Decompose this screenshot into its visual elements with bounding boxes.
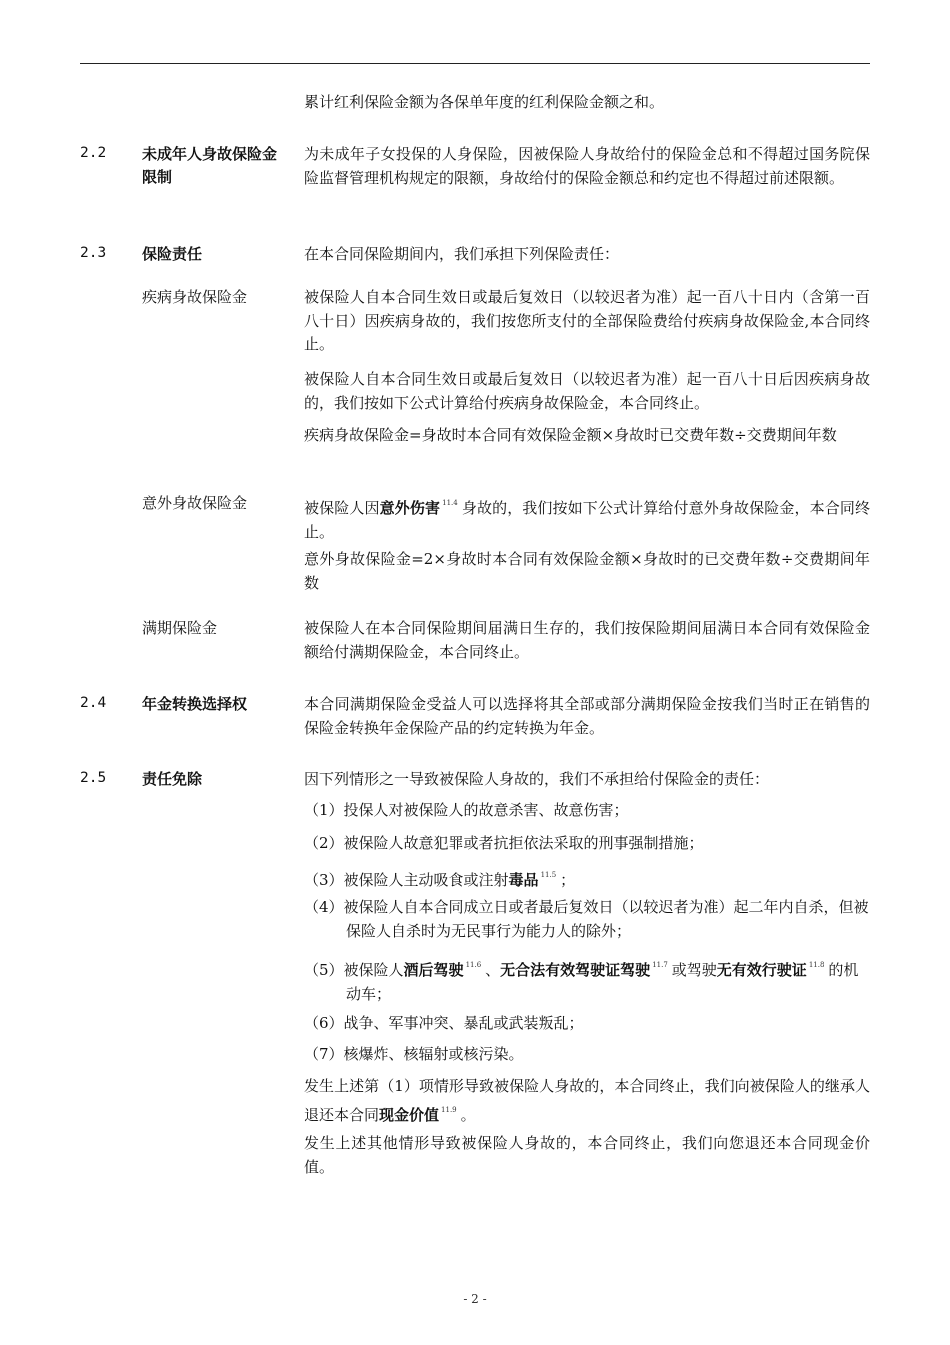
- intro-paragraph: 累计红利保险金额为各保单年度的红利保险金额之和。: [304, 93, 665, 111]
- maturity-para: 被保险人在本合同保险期间届满日生存的，我们按保险期间届满日本合同有效保险金额给付满期保险金，本合同终止。: [304, 619, 870, 661]
- exclusion-item-2: （2）被保险人故意犯罪或者抗拒依法采取的刑事强制措施；: [304, 834, 704, 852]
- accident-death-formula: 意外身故保险金=2×身故时本合同有效保险金额×身故时的已交费年数÷交费期间年数: [304, 550, 870, 592]
- ref-11-8: 11.8: [808, 961, 825, 969]
- exclusion-item-5: （5）被保险人酒后驾驶 $^{11.6}$ 、无合法有效驾驶证驾驶 $^{11.7}$ 或驾驶无有效行驶证 $^{11.8}$ 的机动车；: [304, 961, 859, 1003]
- illness-death-para-2: 被保险人自本合同生效日或最后复效日（以较迟者为准）起一百八十日后因疾病身故的，我们按如下公式计算给付疾病身故保险金，本合同终止。: [304, 370, 870, 412]
- section-number-2-5: 2.5: [80, 770, 107, 786]
- accident-death-label: 意外身故保险金: [142, 494, 248, 512]
- section-title-2-3: 保险责任: [142, 245, 203, 263]
- illness-death-formula: 疾病身故保险金=身故时本合同有效保险金额×身故时已交费年数÷交费期间年数: [304, 426, 837, 444]
- term-drugs: 毒品: [508, 871, 539, 889]
- ref-11-6: 11.6: [465, 961, 482, 969]
- section-title-2-2: 未成年人身故保险金限制: [142, 145, 278, 186]
- exclusion-after-1: 发生上述第（1）项情形导致被保险人身故的，本合同终止，我们向被保险人的继承人退还本合同现金价值 $^{11.9}$ 。: [304, 1077, 870, 1124]
- exclusion-item-3: （3）被保险人主动吸食或注射毒品 $^{11.5}$ ；: [304, 871, 576, 889]
- ref-11-5: 11.5: [540, 871, 557, 879]
- maturity-label: 满期保险金: [142, 619, 218, 637]
- term-cash-value: 现金价值: [379, 1105, 440, 1124]
- section-number-2-4: 2.4: [80, 695, 107, 711]
- section-text-2-4: 本合同满期保险金受益人可以选择将其全部或部分满期保险金按我们当时正在销售的保险金转换年金保险产品的约定转换为年金。: [304, 695, 870, 737]
- exclusion-intro: 因下列情形之一导致被保险人身故的，我们不承担给付保险金的责任：: [304, 770, 770, 788]
- exclusion-item-1: （1）投保人对被保险人的故意杀害、故意伤害；: [304, 801, 629, 819]
- exclusion-item-7: （7）核爆炸、核辐射或核污染。: [304, 1045, 524, 1063]
- term-drunk-driving: 酒后驾驶: [403, 961, 464, 979]
- section-intro-2-3: 在本合同保险期间内，我们承担下列保险责任：: [304, 245, 620, 263]
- illness-death-label: 疾病身故保险金: [142, 288, 248, 306]
- exclusion-item-6: （6）战争、军事冲突、暴乱或武装叛乱；: [304, 1014, 584, 1032]
- term-accidental-injury: 意外伤害: [379, 499, 441, 517]
- exclusion-item-4: （4）被保险人自本合同成立日或者最后复效日（以较迟者为准）起二年内自杀，但被保险人自杀时为无民事行为能力人的除外；: [304, 898, 869, 940]
- header-rule: [80, 63, 870, 64]
- illness-death-para-1: 被保险人自本合同生效日或最后复效日（以较迟者为准）起一百八十日内（含第一百八十日）因疾病身故的，我们按您所支付的全部保险费给付疾病身故保险金,本合同终止。: [304, 288, 870, 353]
- page-number: - 2 -: [463, 1292, 487, 1306]
- term-no-license: 无合法有效驾驶证驾驶: [500, 961, 651, 979]
- section-title-2-4: 年金转换选择权: [142, 695, 248, 713]
- ref-11-4: 11.4: [442, 499, 458, 507]
- section-number-2-3: 2.3: [80, 245, 107, 261]
- section-title-2-5: 责任免除: [142, 770, 203, 788]
- term-no-registration: 无有效行驶证: [716, 961, 807, 979]
- section-number-2-2: 2.2: [80, 145, 107, 161]
- ref-11-7: 11.7: [652, 961, 668, 969]
- accident-death-para-1: 被保险人因意外伤害 $^{11.4}$ 身故的，我们按如下公式计算给付意外身故保险金，本合同终止。: [304, 499, 870, 541]
- exclusion-after-2: 发生上述其他情形导致被保险人身故的，本合同终止，我们向您退还本合同现金价值。: [304, 1134, 870, 1176]
- ref-11-9: 11.9: [441, 1105, 457, 1114]
- section-text-2-2: 为未成年子女投保的人身保险，因被保险人身故给付的保险金总和不得超过国务院保险监督管理机构规定的限额，身故给付的保险金额总和约定也不得超过前述限额。: [304, 145, 870, 187]
